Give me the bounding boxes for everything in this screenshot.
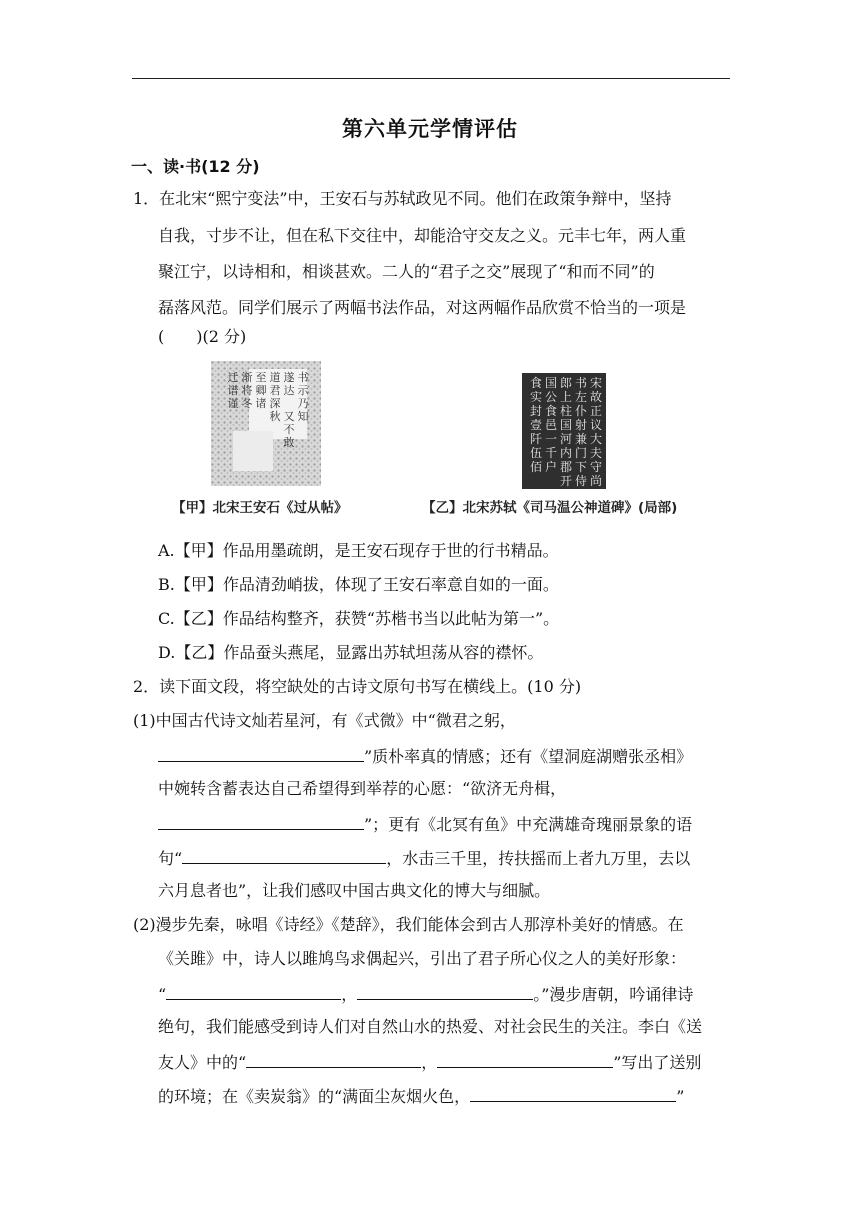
q2-p1-line-2: ”质朴率真的情感；还有《望洞庭湖赠张丞相》 xyxy=(158,745,692,767)
q1-line-5: ( )(2 分) xyxy=(158,327,247,346)
calligraphy-glyph: 封 xyxy=(529,404,543,418)
answer-blank[interactable] xyxy=(182,847,386,864)
calligraphy-glyph: 大 xyxy=(589,432,603,446)
q2-p2-line-2: 《关雎》中，诗人以雎鸠鸟求偶起兴，引出了君子所心仪之人的美好形象： xyxy=(158,949,687,968)
calligraphy-glyph: 佰 xyxy=(529,460,543,474)
calligraphy-glyph: 卿 xyxy=(255,384,267,397)
calligraphy-glyph: 示 xyxy=(297,384,309,397)
calligraphy-glyph: 左 xyxy=(574,390,588,404)
answer-blank[interactable] xyxy=(437,1051,613,1068)
calligraphy-glyph: 谱 xyxy=(227,384,239,397)
q2-p2-line-4: 绝句，我们能感受到诗人们对自然山水的热爱、对社会民生的关注。李白《送 xyxy=(158,1017,703,1036)
caption-a: 【甲】北宋王安石《过从帖》 xyxy=(172,500,348,516)
q2-p2-line-1: (2)漫步先秦，咏唱《诗经》《楚辞》，我们能体会到古人那淳朴美好的情感。在 xyxy=(133,915,684,934)
calligraphy-glyph: 阡 xyxy=(529,432,543,446)
calligraphy-glyph: 国 xyxy=(559,418,573,432)
calligraphy-glyph: 不 xyxy=(283,423,295,436)
calligraphy-glyph: 遂 xyxy=(283,371,295,384)
calligraphy-image-b xyxy=(522,373,606,489)
calligraphy-glyph: 渐 xyxy=(241,371,253,384)
q2-stem: 2．读下面文段，将空缺处的古诗文原句书写在横线上。(10 分) xyxy=(133,677,582,696)
calligraphy-glyph: 伍 xyxy=(529,446,543,460)
calligraphy-glyph: 食 xyxy=(544,404,558,418)
calligraphy-glyph: 尚 xyxy=(589,474,603,488)
q1-line-4: 磊落风范。同学们展示了两幅书法作品，对这两幅作品欣赏不恰当的一项是 xyxy=(158,298,687,317)
calligraphy-glyph: 千 xyxy=(544,446,558,460)
q2-p1-line-1: (1)中国古代诗文灿若星河，有《式微》中“微君之躬， xyxy=(133,711,516,730)
calligraphy-glyph: 冬 xyxy=(241,397,253,410)
calligraphy-glyph: 至 xyxy=(255,371,267,384)
calligraphy-glyph: 食 xyxy=(529,376,543,390)
answer-blank[interactable] xyxy=(158,813,364,830)
calligraphy-glyph: 实 xyxy=(529,390,543,404)
calligraphy-glyph: 乃 xyxy=(297,397,309,410)
answer-blank[interactable] xyxy=(166,983,341,1000)
calligraphy-glyph: 内 xyxy=(559,446,573,460)
answer-blank[interactable] xyxy=(470,1085,676,1102)
calligraphy-glyph: 宋 xyxy=(589,376,603,390)
q2-p2-line-5: 友人》中的“ ， ”写出了送别 xyxy=(158,1053,702,1072)
calligraphy-glyph: 河 xyxy=(559,432,573,446)
answer-blank[interactable] xyxy=(246,1051,421,1068)
calligraphy-glyph: 敢 xyxy=(283,436,295,449)
q2-p2-line-3: “ ， 。”漫步唐朝，吟诵律诗 xyxy=(158,985,694,1004)
q2-p1-line-5: 句“ ，水击三千里，抟扶摇而上者九万里，去以 xyxy=(158,849,691,868)
caption-b: 【乙】北宋苏轼《司马温公神道碑》(局部) xyxy=(422,500,678,516)
calligraphy-glyph: 将 xyxy=(241,384,253,397)
calligraphy-glyph: 射 xyxy=(574,418,588,432)
q2-p1-line-4: ”；更有《北冥有鱼》中充满雄奇瑰丽景象的语 xyxy=(158,813,692,835)
calligraphy-glyph: 故 xyxy=(589,390,603,404)
section-heading: 一、读·书(12 分) xyxy=(131,157,260,176)
q1-line-3: 聚江宁，以诗相和，相谈甚欢。二人的“君子之交”展现了“和而不同”的 xyxy=(158,262,655,281)
calligraphy-glyph: 门 xyxy=(574,446,588,460)
q2-p1-line-3: 中婉转含蓄表达自己希望得到举荐的心愿：“欲济无舟楫， xyxy=(158,779,567,798)
calligraphy-glyph: 郎 xyxy=(559,376,573,390)
calligraphy-image-a xyxy=(211,361,321,486)
calligraphy-glyph: 侍 xyxy=(574,474,588,488)
calligraphy-glyph: 诸 xyxy=(255,397,267,410)
calligraphy-glyph: 守 xyxy=(589,460,603,474)
calligraphy-glyph: 上 xyxy=(559,390,573,404)
calligraphy-glyph: 议 xyxy=(589,418,603,432)
calligraphy-glyph: 一 xyxy=(544,432,558,446)
q2-p2-line-6: 的环境；在《卖炭翁》的“满面尘灰烟火色， ” xyxy=(158,1087,685,1106)
calligraphy-glyph: 兼 xyxy=(574,432,588,446)
calligraphy-glyph: 正 xyxy=(589,404,603,418)
calligraphy-glyph: 国 xyxy=(544,376,558,390)
calligraphy-glyph: 邑 xyxy=(544,418,558,432)
answer-blank[interactable] xyxy=(158,745,364,762)
calligraphy-glyph: 郡 xyxy=(559,460,573,474)
option-d: D.【乙】作品蚕头燕尾，显露出苏轼坦荡从容的襟怀。 xyxy=(158,643,544,662)
calligraphy-glyph: 达 xyxy=(283,384,295,397)
calligraphy-glyph: 知 xyxy=(297,410,309,423)
calligraphy-glyph: 户 xyxy=(544,460,558,474)
calligraphy-glyph: 书 xyxy=(297,371,309,384)
calligraphy-glyph: 仆 xyxy=(574,404,588,418)
calligraphy-glyph: 秋 xyxy=(269,410,281,423)
answer-blank[interactable] xyxy=(357,983,533,1000)
calligraphy-glyph: 公 xyxy=(544,390,558,404)
option-b: B.【甲】作品清劲峭拔，体现了王安石率意自如的一面。 xyxy=(158,575,559,594)
calligraphy-glyph: 迁 xyxy=(227,371,239,384)
top-rule xyxy=(132,78,730,79)
calligraphy-glyph: 书 xyxy=(574,376,588,390)
calligraphy-glyph: 夫 xyxy=(589,446,603,460)
calligraphy-glyph: 下 xyxy=(574,460,588,474)
calligraphy-glyph: 壹 xyxy=(529,418,543,432)
q1-line-2: 自我，寸步不让，但在私下交往中，却能洽守交友之义。元丰七年，两人重 xyxy=(158,226,687,245)
calligraphy-glyph: 君 xyxy=(269,384,281,397)
calligraphy-glyph: 道 xyxy=(269,371,281,384)
page-title: 第六单元学情评估 xyxy=(342,117,518,141)
calligraphy-glyph: 又 xyxy=(283,410,295,423)
option-a: A.【甲】作品用墨疏朗，是王安石现存于世的行书精品。 xyxy=(158,541,559,560)
calligraphy-glyph: 开 xyxy=(559,474,573,488)
calligraphy-glyph: 谨 xyxy=(227,397,239,410)
q2-p1-line-6: 六月息者也”，让我们感叹中国古典文化的博大与细腻。 xyxy=(158,881,551,900)
option-c: C.【乙】作品结构整齐，获赞“苏楷书当以此帖为第一”。 xyxy=(158,609,560,628)
calligraphy-glyph: 深 xyxy=(269,397,281,410)
q1-line-1: 1．在北宋“熙宁变法”中，王安石与苏轼政见不同。他们在政策争辩中，坚持 xyxy=(133,189,672,208)
calligraphy-glyph: 柱 xyxy=(559,404,573,418)
